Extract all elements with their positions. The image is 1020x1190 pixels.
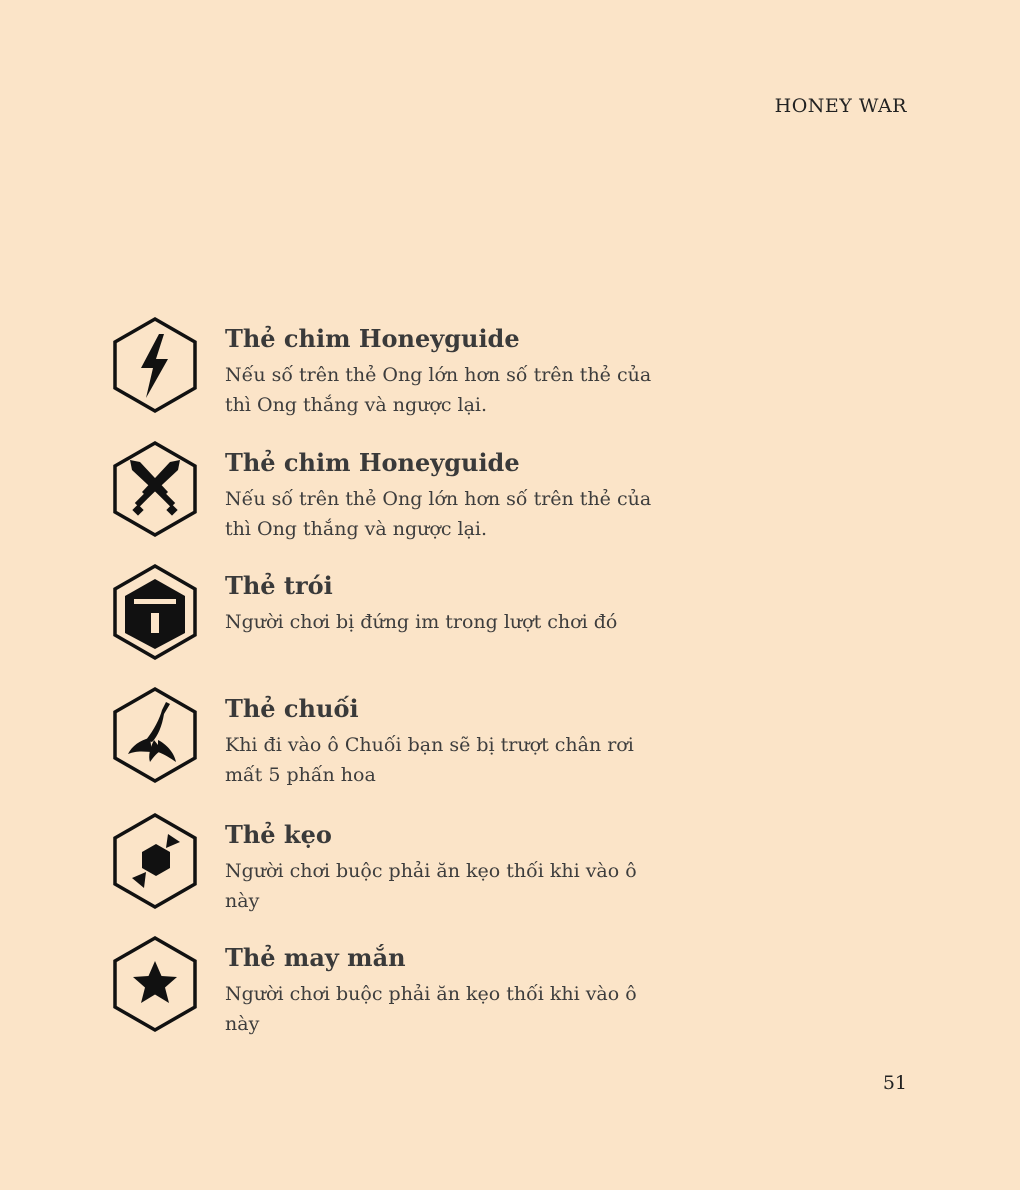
card-description-line: Khi đi vào ô Chuối bạn sẽ bị trượt chân rơi (225, 734, 634, 756)
card-title: Thẻ trói (225, 571, 333, 600)
card-item-candy (110, 812, 670, 922)
card-item-swords (110, 440, 670, 550)
card-description-line: Người chơi buộc phải ăn kẹo thối khi vào ô (225, 983, 637, 1005)
card-item-lightning (110, 316, 670, 426)
card-description-line: thì Ong thắng và ngược lại. (225, 394, 488, 416)
card-description-line: thì Ong thắng và ngược lại. (225, 518, 488, 540)
card-item-lock (110, 563, 670, 673)
card-description-line: mất 5 phấn hoa (225, 764, 376, 786)
card-title: Thẻ chuối (225, 694, 359, 723)
card-description-line: này (225, 1013, 260, 1035)
banana-icon (110, 686, 200, 786)
card-item-banana (110, 686, 670, 796)
running-header: HONEY WAR (774, 95, 907, 117)
card-title: Thẻ chim Honeyguide (225, 448, 520, 477)
card-description (225, 979, 665, 1039)
card-description-line: Nếu số trên thẻ Ong lớn hơn số trên thẻ của (225, 364, 652, 386)
card-title: Thẻ kẹo (225, 820, 332, 849)
card-description (225, 856, 665, 916)
card-description-line: Người chơi bị đứng im trong lượt chơi đó (225, 611, 618, 633)
card-description (225, 730, 665, 790)
crossed-swords-icon (110, 440, 200, 540)
lightning-icon (110, 316, 200, 416)
card-description-line: Nếu số trên thẻ Ong lớn hơn số trên thẻ của (225, 488, 652, 510)
card-description-line: Người chơi buộc phải ăn kẹo thối khi vào ô (225, 860, 637, 882)
card-title: Thẻ chim Honeyguide (225, 324, 520, 353)
page-number: 51 (882, 1072, 907, 1094)
card-description (225, 360, 665, 420)
card-item-star (110, 935, 670, 1045)
candy-icon (110, 812, 200, 912)
star-icon (110, 935, 200, 1035)
card-description-line: này (225, 890, 260, 912)
card-description (225, 484, 665, 544)
card-title: Thẻ may mắn (225, 943, 406, 972)
card-description (225, 607, 665, 637)
lock-icon (110, 563, 200, 663)
